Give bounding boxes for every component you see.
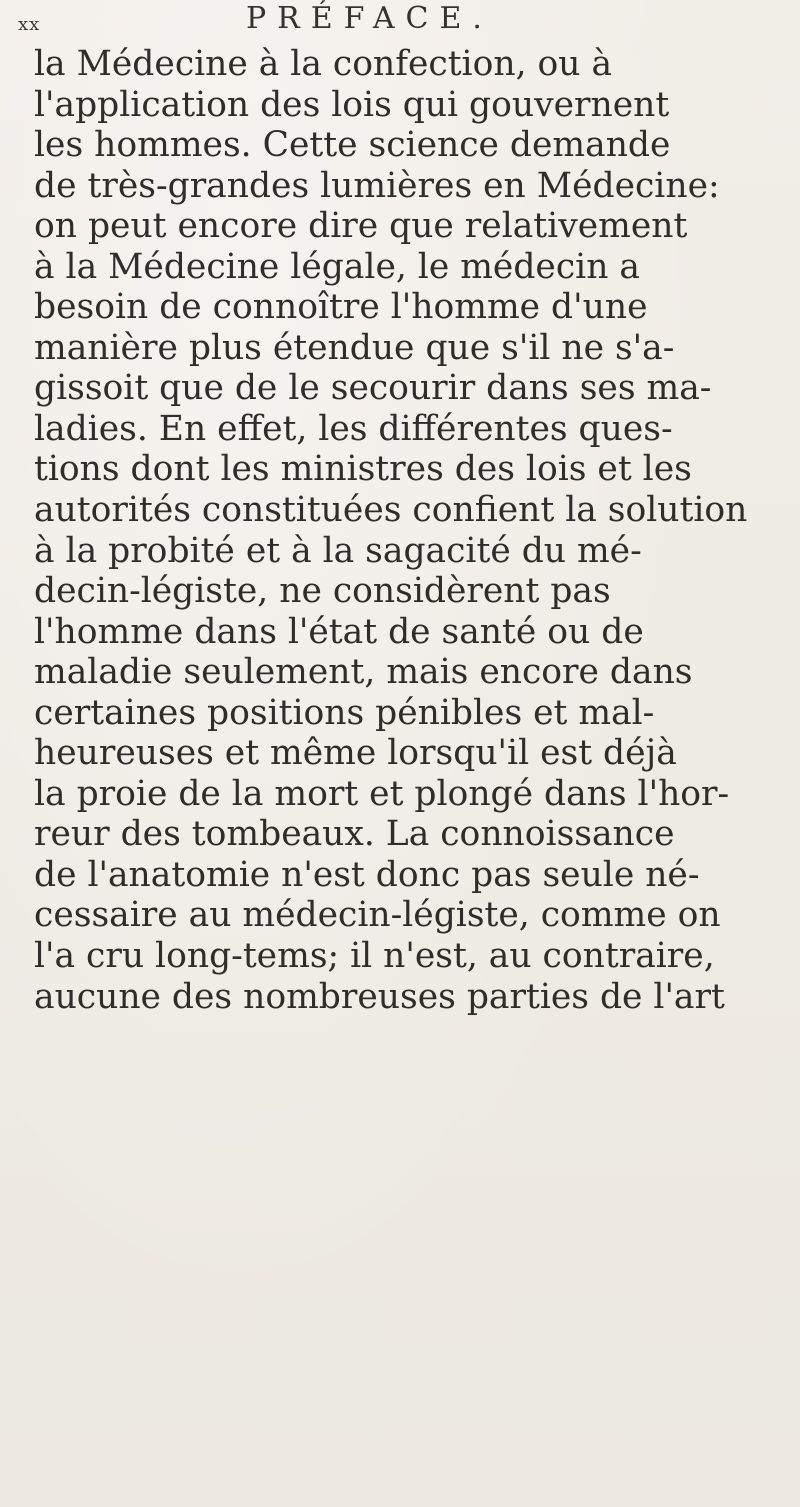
text-line: de l'anatomie n'est donc pas seule né- xyxy=(34,854,700,895)
text-line: gissoit que de le secourir dans ses ma- xyxy=(34,368,712,409)
text-line: decin-légiste, ne considèrent pas xyxy=(34,571,611,612)
text-line: tions dont les ministres des lois et les xyxy=(34,449,692,490)
text-line: l'homme dans l'état de santé ou de xyxy=(34,611,644,652)
text-line: à la probité et à la sagacité du mé- xyxy=(34,530,642,571)
text-line: maladie seulement, mais encore dans xyxy=(34,652,693,693)
text-line: aucune des nombreuses parties de l'art xyxy=(34,976,725,1017)
body-text xyxy=(34,44,794,1017)
text-line: les hommes. Cette science demande xyxy=(34,125,671,166)
page-header xyxy=(0,0,800,40)
page-number: xx xyxy=(18,14,41,35)
text-line: à la Médecine légale, le médecin a xyxy=(34,246,640,287)
text-line: besoin de connoître l'homme d'une xyxy=(34,287,648,328)
text-line: heureuses et même lorsqu'il est déjà xyxy=(34,733,677,774)
text-line: l'application des lois qui gouvernent xyxy=(34,84,670,125)
text-line: ladies. En effet, les différentes ques- xyxy=(34,408,673,449)
text-line: de très-grandes lumières en Médecine: xyxy=(34,165,720,206)
text-line: manière plus étendue que s'il ne s'a- xyxy=(34,327,675,368)
text-line: certaines positions pénibles et mal- xyxy=(34,692,655,733)
running-head: PRÉFACE. xyxy=(246,1,493,36)
text-line: reur des tombeaux. La connoissance xyxy=(34,814,675,855)
text-line: autorités constituées confient la solution xyxy=(34,490,748,531)
text-line: cessaire au médecin-légiste, comme on xyxy=(34,895,721,936)
text-line: la proie de la mort et plongé dans l'hor- xyxy=(34,773,730,814)
text-line: la Médecine à la confection, ou à xyxy=(34,44,613,84)
text-line: on peut encore dire que relativement xyxy=(34,206,688,247)
text-line: l'a cru long-tems; il n'est, au contraire, xyxy=(34,936,715,977)
